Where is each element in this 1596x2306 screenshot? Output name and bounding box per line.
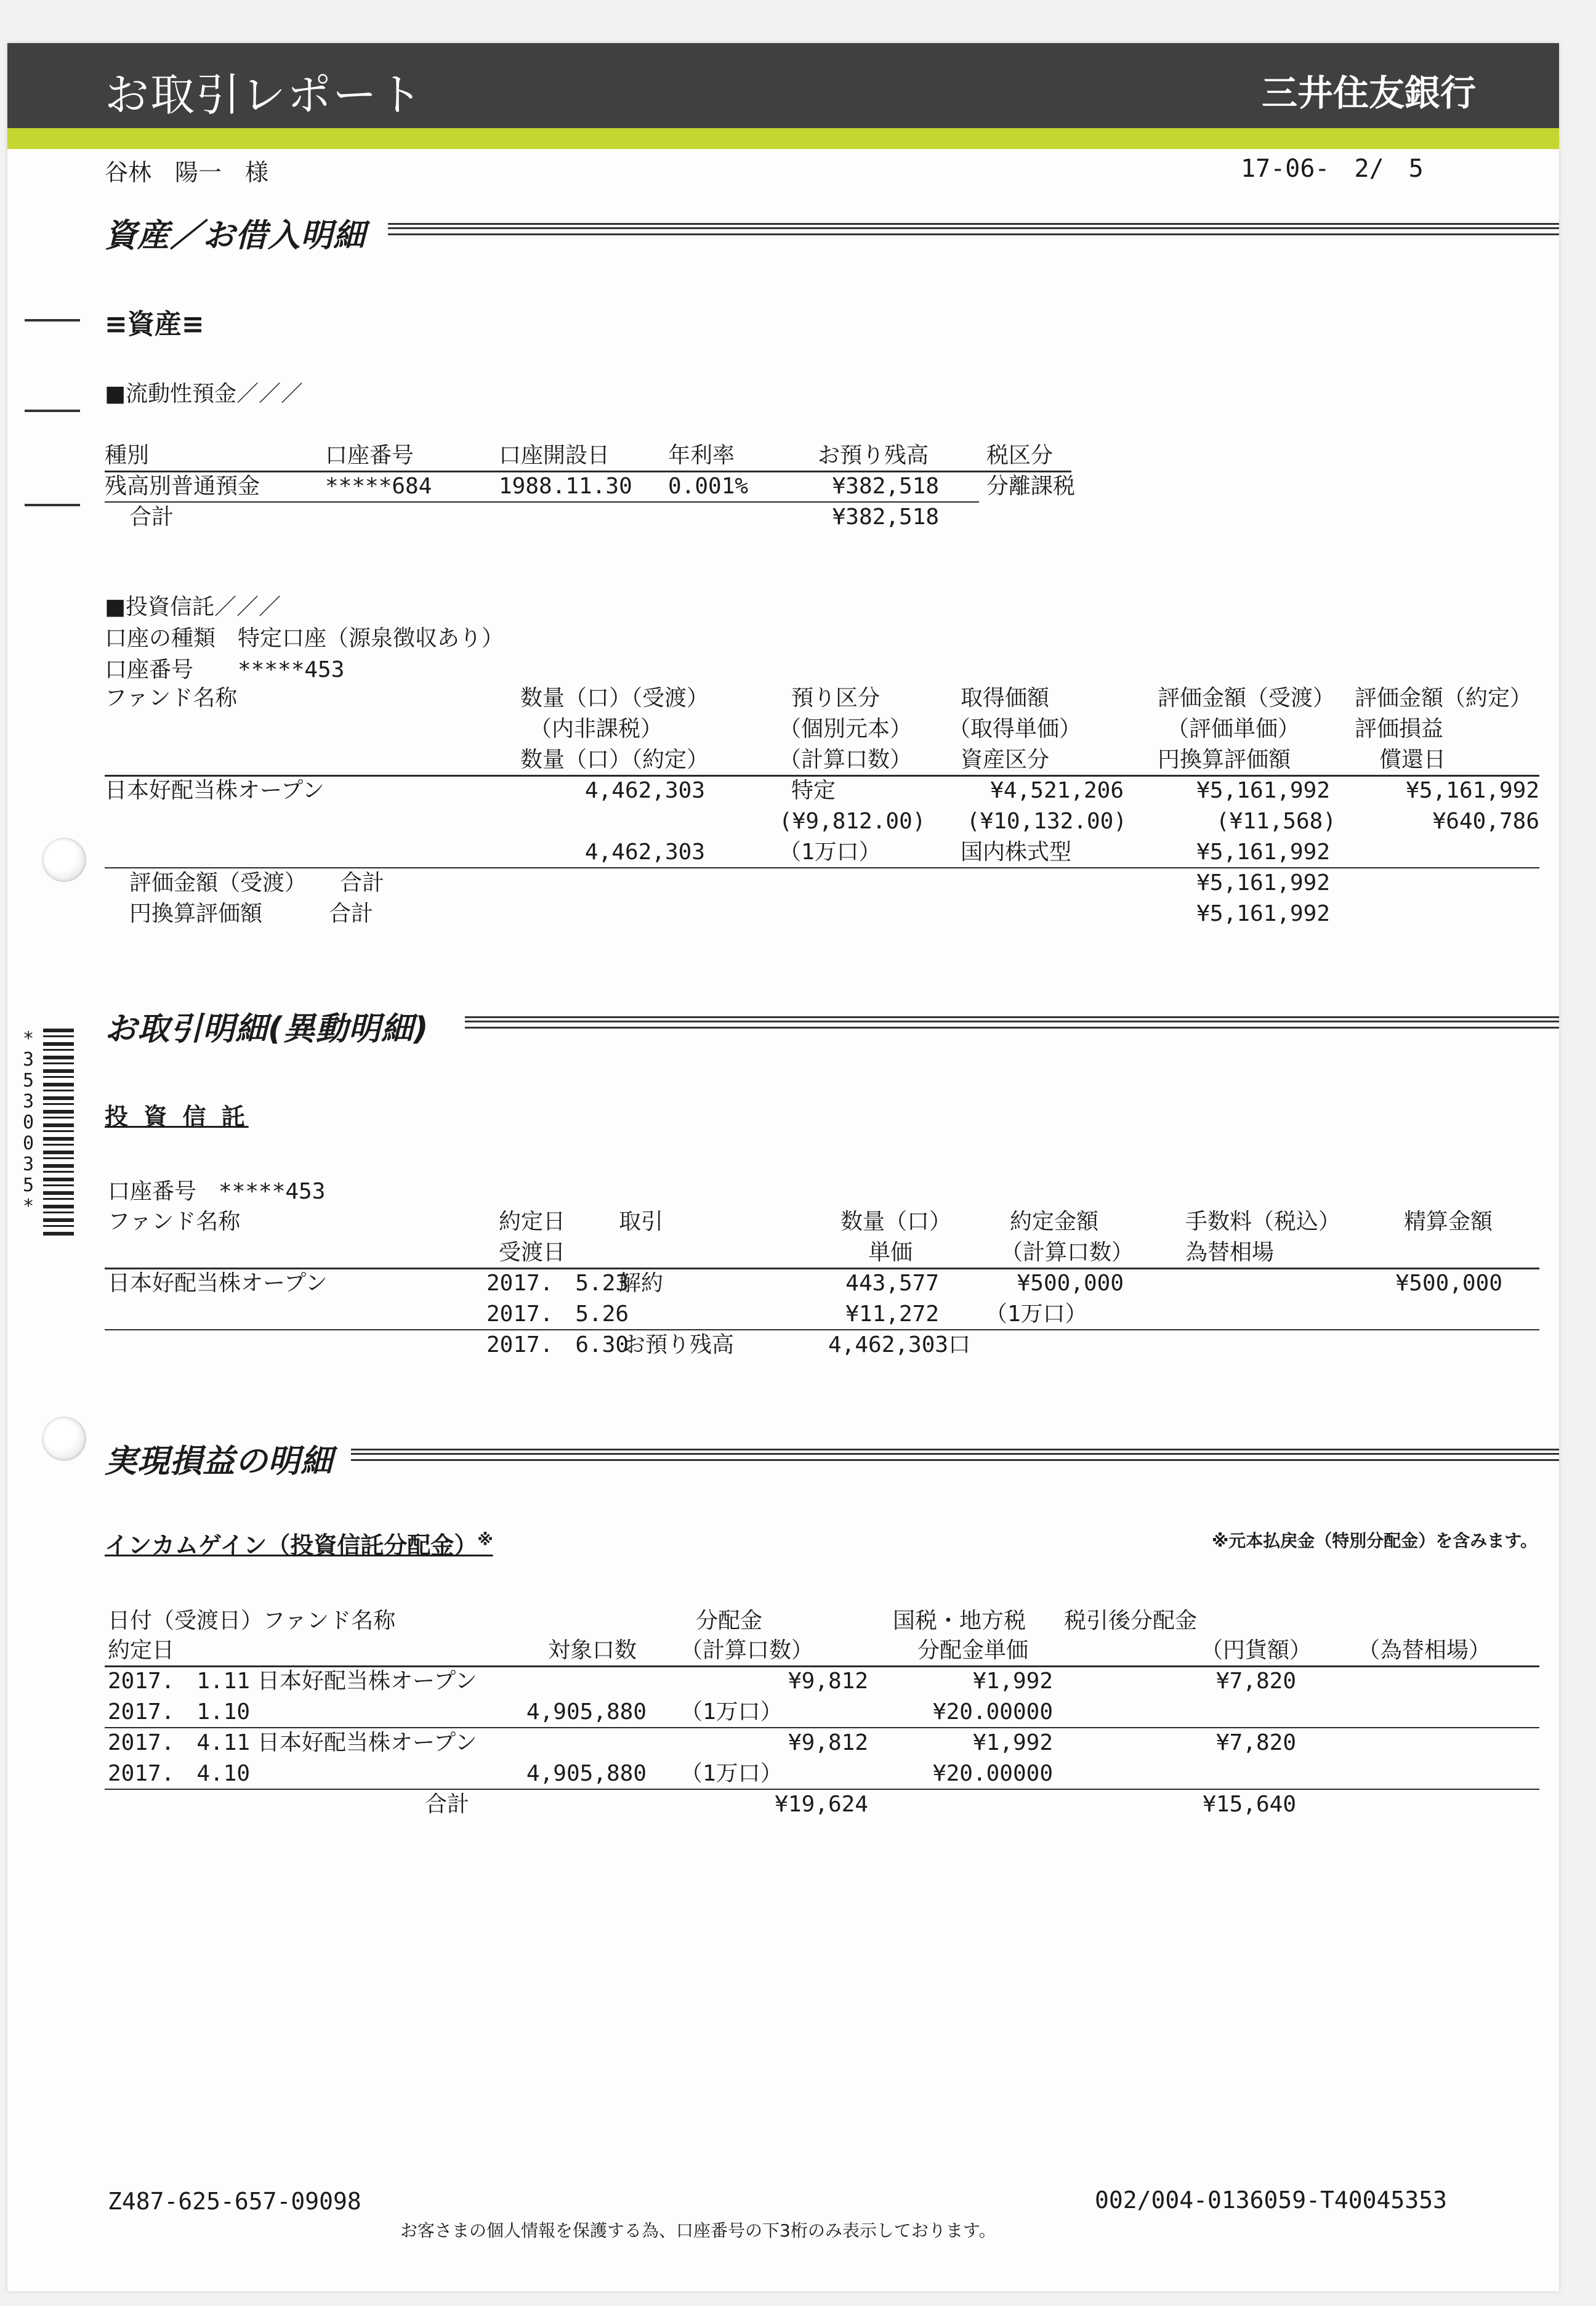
col-header: 口座開設日 [499,443,610,468]
trust-sub-label: 投 資 信 託 [105,1103,249,1130]
col-header: 資産区分 [961,747,1050,772]
qty-settle: 4,462,303 [584,778,705,803]
assets-label: ≡資産≡ [105,309,204,340]
distribution-total: ¥19,624 [775,1792,868,1817]
col-header: 対象口数 [548,1638,637,1663]
divider [105,1329,1539,1330]
eval-contract: ¥5,161,992 [1406,778,1539,803]
margin-mark [25,504,80,506]
col-header: （計算口数） [1001,1240,1134,1265]
trust-account-number: 口座番号 *****453 [108,1179,326,1204]
contract-date: 2017. 4.10 [108,1761,251,1786]
tax: ¥1,992 [972,1730,1053,1755]
calc-units: （1万口） [680,1699,783,1725]
col-header: 種別 [105,443,150,468]
net-distribution: ¥7,820 [1215,1730,1296,1755]
income-gain-label: インカムゲイン（投資信託分配金）※ [105,1531,493,1559]
divider [105,867,1539,868]
realized-section-title: 実現損益の明細 [105,1443,334,1480]
fund-name: 日本好配当株オープン [105,778,324,803]
income-note: ※元本払戻金（特別分配金）を含みます。 [1212,1531,1538,1551]
margin-mark [25,319,80,322]
col-header: 年利率 [668,443,735,468]
divider [105,1789,1539,1790]
contract-date: 2017. 1.10 [108,1699,251,1725]
individual-principal: (¥9,812.00) [779,809,926,834]
calc-units: （1万口） [680,1761,783,1786]
eval-unit: (¥11,568) [1215,809,1336,834]
total-label: 円換算評価額 合計 [129,901,374,926]
footer-code-right: 002/004-0136059-T40045353 [1095,2187,1447,2214]
balance-date: 2017. 6.30 [486,1332,629,1357]
balance-label: お預り残高 [623,1332,735,1357]
col-header: 評価損益 [1355,716,1444,742]
date-page: 17-06- 2/ 5 [1241,155,1424,183]
col-header: 税引後分配金 [1064,1608,1198,1633]
net-distribution: ¥7,820 [1215,1669,1296,1694]
contract-amount: ¥500,000 [1017,1271,1124,1296]
trust-account-number: 口座番号 *****453 [105,657,345,682]
col-header: 取得価額 [961,686,1050,711]
col-header: 数量（口）（受渡） [520,686,709,711]
acquisition-unit: (¥10,132.00) [966,809,1127,834]
settle-date: 2017. 5.26 [486,1301,629,1327]
account-number: *****684 [325,474,432,499]
total-label: 合計 [425,1792,470,1817]
punch-hole [42,838,86,882]
net-total: ¥15,640 [1203,1792,1296,1817]
transactions-section-title: お取引明細(異動明細) [105,1011,429,1048]
trust-label: ■投資信託／／／ [105,594,281,620]
col-header: （評価単価） [1167,716,1300,742]
section-rule [388,223,1559,235]
settle-date: 2017. 1.11 [108,1669,251,1694]
bank-name: 三井住友銀行 [1261,72,1476,114]
unit-price: ¥11,272 [845,1301,939,1327]
deposit-category: 特定 [791,778,836,803]
eval-settle: ¥5,161,992 [1196,778,1330,803]
eval-total: ¥5,161,992 [1196,870,1330,896]
col-header: （計算口数） [680,1638,814,1663]
col-header: 精算金額 [1404,1209,1493,1234]
col-header: 日付（受渡日）ファンド名称 [108,1608,396,1633]
col-header: 税区分 [986,443,1054,468]
eval-profit-loss: ¥640,786 [1432,809,1539,834]
col-header: 分配金 [696,1608,763,1633]
distribution: ¥9,812 [788,1669,868,1694]
unit-price: ¥20.00000 [932,1761,1053,1786]
col-header: 約定日 [499,1209,566,1234]
yen-evaluation: ¥5,161,992 [1196,839,1330,865]
tax-category: 分離課税 [986,474,1076,499]
calc-units: （1万口） [985,1301,1087,1327]
unit-price: ¥20.00000 [932,1699,1053,1725]
col-header: （計算口数） [779,747,913,772]
col-header: 約定日 [108,1638,175,1663]
fund-name: 日本好配当株オープン [257,1730,477,1755]
interest-rate: 0.001% [668,474,749,499]
asset-class: 国内株式型 [961,839,1072,865]
margin-mark [25,410,80,412]
trade-quantity: 443,577 [845,1271,939,1296]
col-header: 数量（口）（約定） [520,747,709,772]
total-label: 合計 [129,504,174,530]
qty-contract: 4,462,303 [584,839,705,865]
col-header: （内非課税） [530,716,663,742]
report-title: お取引レポート [105,69,424,121]
section-rule [351,1449,1559,1461]
divider [105,1665,1539,1667]
col-header: （個別元本） [779,716,913,742]
target-units: 4,905,880 [526,1699,647,1725]
total-label: 評価金額（受渡） 合計 [129,870,385,896]
settle-date: 2017. 4.11 [108,1730,251,1755]
col-header: 評価金額（約定） [1355,686,1533,711]
col-header: ファンド名称 [105,686,238,711]
account-type: 残高別普通預金 [105,474,260,499]
liquidity-total: ¥382,518 [832,504,939,530]
col-header: 為替相場 [1185,1240,1275,1265]
col-header: （為替相場） [1358,1638,1491,1663]
settlement-amount: ¥500,000 [1395,1271,1502,1296]
divider [105,775,1539,777]
punch-hole [42,1417,86,1461]
divider [105,1727,1539,1728]
col-header: 受渡日 [499,1240,566,1265]
yen-eval-total: ¥5,161,992 [1196,901,1330,926]
divider [105,501,979,503]
col-header: （円貨額） [1201,1638,1312,1663]
open-date: 1988.11.30 [499,474,632,499]
barcode-text: *3530035* [22,1028,34,1217]
section-rule [465,1016,1559,1029]
note-mark: ※ [477,1531,493,1550]
target-units: 4,905,880 [526,1761,647,1786]
acquisition-cost: ¥4,521,206 [990,778,1124,803]
balance-quantity: 4,462,303口 [828,1332,971,1357]
barcode [43,1029,74,1238]
col-header: 預り区分 [791,686,881,711]
liquidity-label: ■流動性預金／／／ [105,381,304,407]
accent-bar [7,128,1559,149]
contract-date: 2017. 5.23 [486,1271,629,1296]
fund-name: 日本好配当株オープン [257,1669,477,1694]
col-header: 単価 [868,1240,913,1265]
customer-name: 谷林 陽一 様 [105,159,269,186]
col-header: 円換算評価額 [1158,747,1291,772]
col-header: ファンド名称 [108,1209,241,1234]
balance: ¥382,518 [832,474,939,499]
footer-code-left: Z487-625-657-09098 [108,2188,361,2215]
col-header: お預り残高 [818,443,929,468]
col-header: 数量（口） [840,1209,952,1234]
fund-name: 日本好配当株オープン [108,1271,328,1296]
divider [105,471,1071,472]
tax: ¥1,992 [972,1669,1053,1694]
privacy-notice: お客さまの個人情報を保護する為、口座番号の下3桁のみ表示しております。 [400,2220,996,2241]
col-header: （取得単価） [948,716,1082,742]
trade-type: 解約 [619,1271,664,1296]
distribution: ¥9,812 [788,1730,868,1755]
assets-section-title: 資産／お借入明細 [105,217,366,254]
trust-account-type: 口座の種類 特定口座（源泉徴収あり） [105,626,504,651]
divider [105,1268,1539,1269]
col-header: 評価金額（受渡） [1158,686,1336,711]
col-header: 分配金単価 [917,1638,1029,1663]
calc-units: （1万口） [779,839,881,865]
col-header: 約定金額 [1010,1209,1099,1234]
col-header: 国税・地方税 [893,1608,1026,1633]
col-header: 取引 [619,1209,664,1234]
col-header: 手数料（税込） [1185,1209,1341,1234]
col-header: 口座番号 [325,443,414,468]
col-header: 償還日 [1379,747,1446,772]
